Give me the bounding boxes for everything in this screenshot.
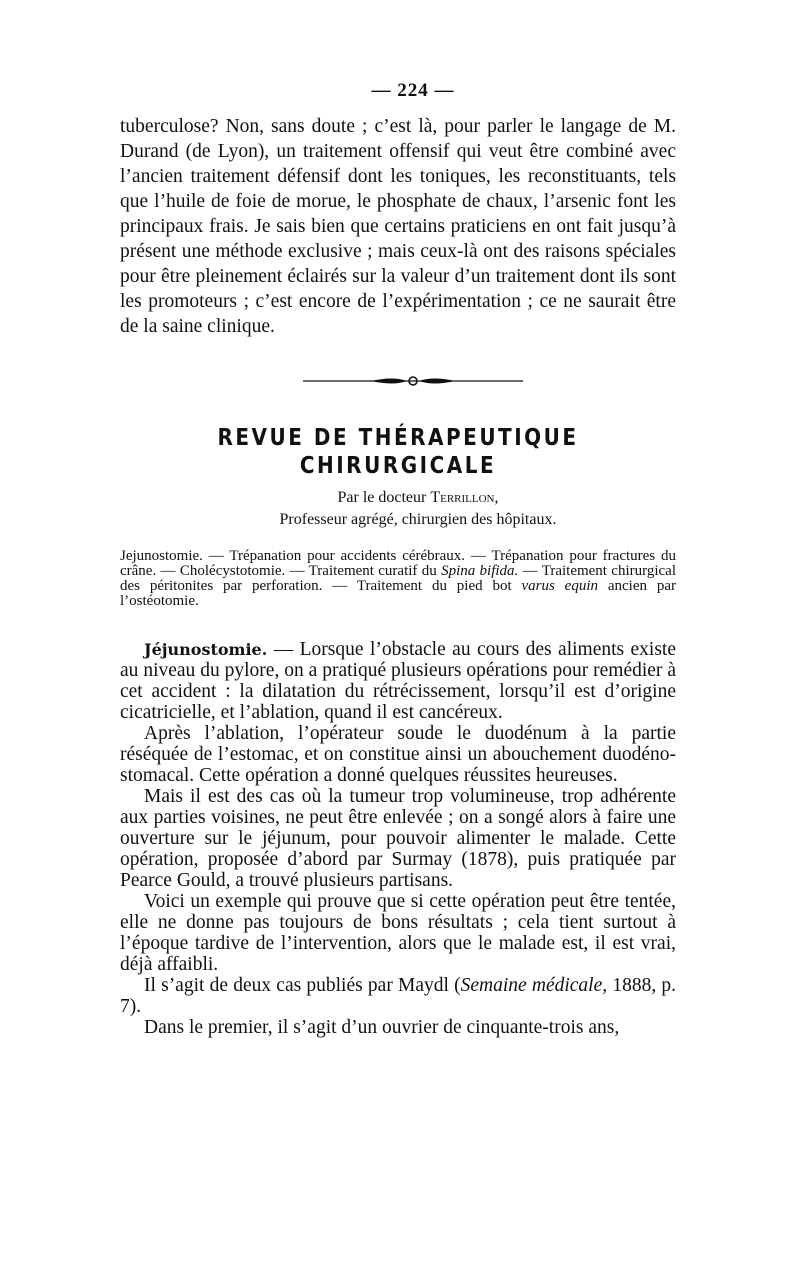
summary-italic-2: varus equin [521, 578, 598, 594]
ornamental-divider [150, 375, 676, 387]
byline [160, 487, 676, 509]
body-paragraph-2: Après l’ablation, l’opérateur soude le duodénum à la partie réséquée de l’estomac, et on constitue ainsi un abouchement duodéno-stomacal. Cette opération a donné quelques réussites heureuses. [120, 723, 676, 786]
summary-text-3: ancien par l’ostéotomie. [120, 578, 676, 609]
summary-text-2: — Traitement chirurgical des péritonites par perforation. — Traitement du pied bot [120, 563, 676, 594]
continuation-paragraph: tuberculose? Non, sans doute ; c’est là, pour parler le langage de M. Durand (de Lyon), un traitement offensif qui veut être combiné avec l’ancien traitement défensif dont les toniques, les reconstituants, tels que l’huile de foie de morue, le phosphate de chaux, l’arsenic font les principaux frais. Je sais bien que certains praticiens en ont fait jusqu’à présent une méthode exclusive ; mais ceux-là ont des raisons spéciales pour être pleinement éclairés sur la valeur d’un traitement dont ils sont les promoteurs ; c’est encore de l’expérimentation ; ce ne saurait être de la saine clinique. [120, 116, 676, 337]
paragraph-lead: Jéjunostomie. [144, 640, 268, 659]
citation-text: Il s’agit de deux cas publiés par Maydl ( [144, 975, 461, 996]
body-paragraph-5 [120, 975, 676, 1017]
page-number: — 224 — [371, 80, 455, 101]
section-summary [120, 549, 676, 609]
author-name: Terrillon, [430, 489, 499, 506]
summary-text-1: Jejunostomie. — Trépanation pour accidents cérébraux. — Trépanation pour fractures du crâne. — Cholécystotomie. — Traitement curatif du [120, 548, 676, 579]
body-paragraph-1 [120, 639, 676, 723]
body-paragraph-3: Mais il est des cas où la tumeur trop volumineuse, trop adhérente aux parties voisines, ne peut être enlevée ; on a songé alors à faire une ouverture sur le jéjunum, pour pouvoir alimenter le malade. Cette opération, proposée d’abord par Surmay (1878), puis pratiquée par Pearce Gould, a trouvé plusieurs partisans. [120, 786, 676, 891]
body-paragraph-6: Dans le premier, il s’agit d’un ouvrier de cinquante-trois ans, [144, 1017, 620, 1038]
citation-ref: 1888, p. 7). [120, 975, 677, 1017]
paragraph-text: — Lorsque l’obstacle au cours des aliments existe au niveau du pylore, on a pratiqué plusieurs opérations pour remédier à cet accident : la dilatation du rétrécissement, lorsqu’il est d’origine cicatricielle, et l’ablation, quand il est cancéreux. [120, 639, 676, 723]
book-page [120, 80, 676, 1038]
citation-journal: Semaine médicale, [460, 975, 608, 996]
byline-prefix: Par le docteur [337, 489, 431, 506]
body-paragraph-4: Voici un exemple qui prouve que si cette opération peut être tentée, elle ne donne pas toujours de bons résultats ; cela tient surtout à l’époque tardive de l’intervention, alors que le malade est, il est vrai, déjà affaibli. [120, 891, 676, 975]
summary-italic-1: Spina bifida. [441, 563, 519, 579]
section-title: REVUE DE THÉRAPEUTIQUE CHIRURGICALE [217, 423, 579, 479]
author-affiliation: Professeur agrégé, chirurgien des hôpitaux. [279, 511, 557, 528]
